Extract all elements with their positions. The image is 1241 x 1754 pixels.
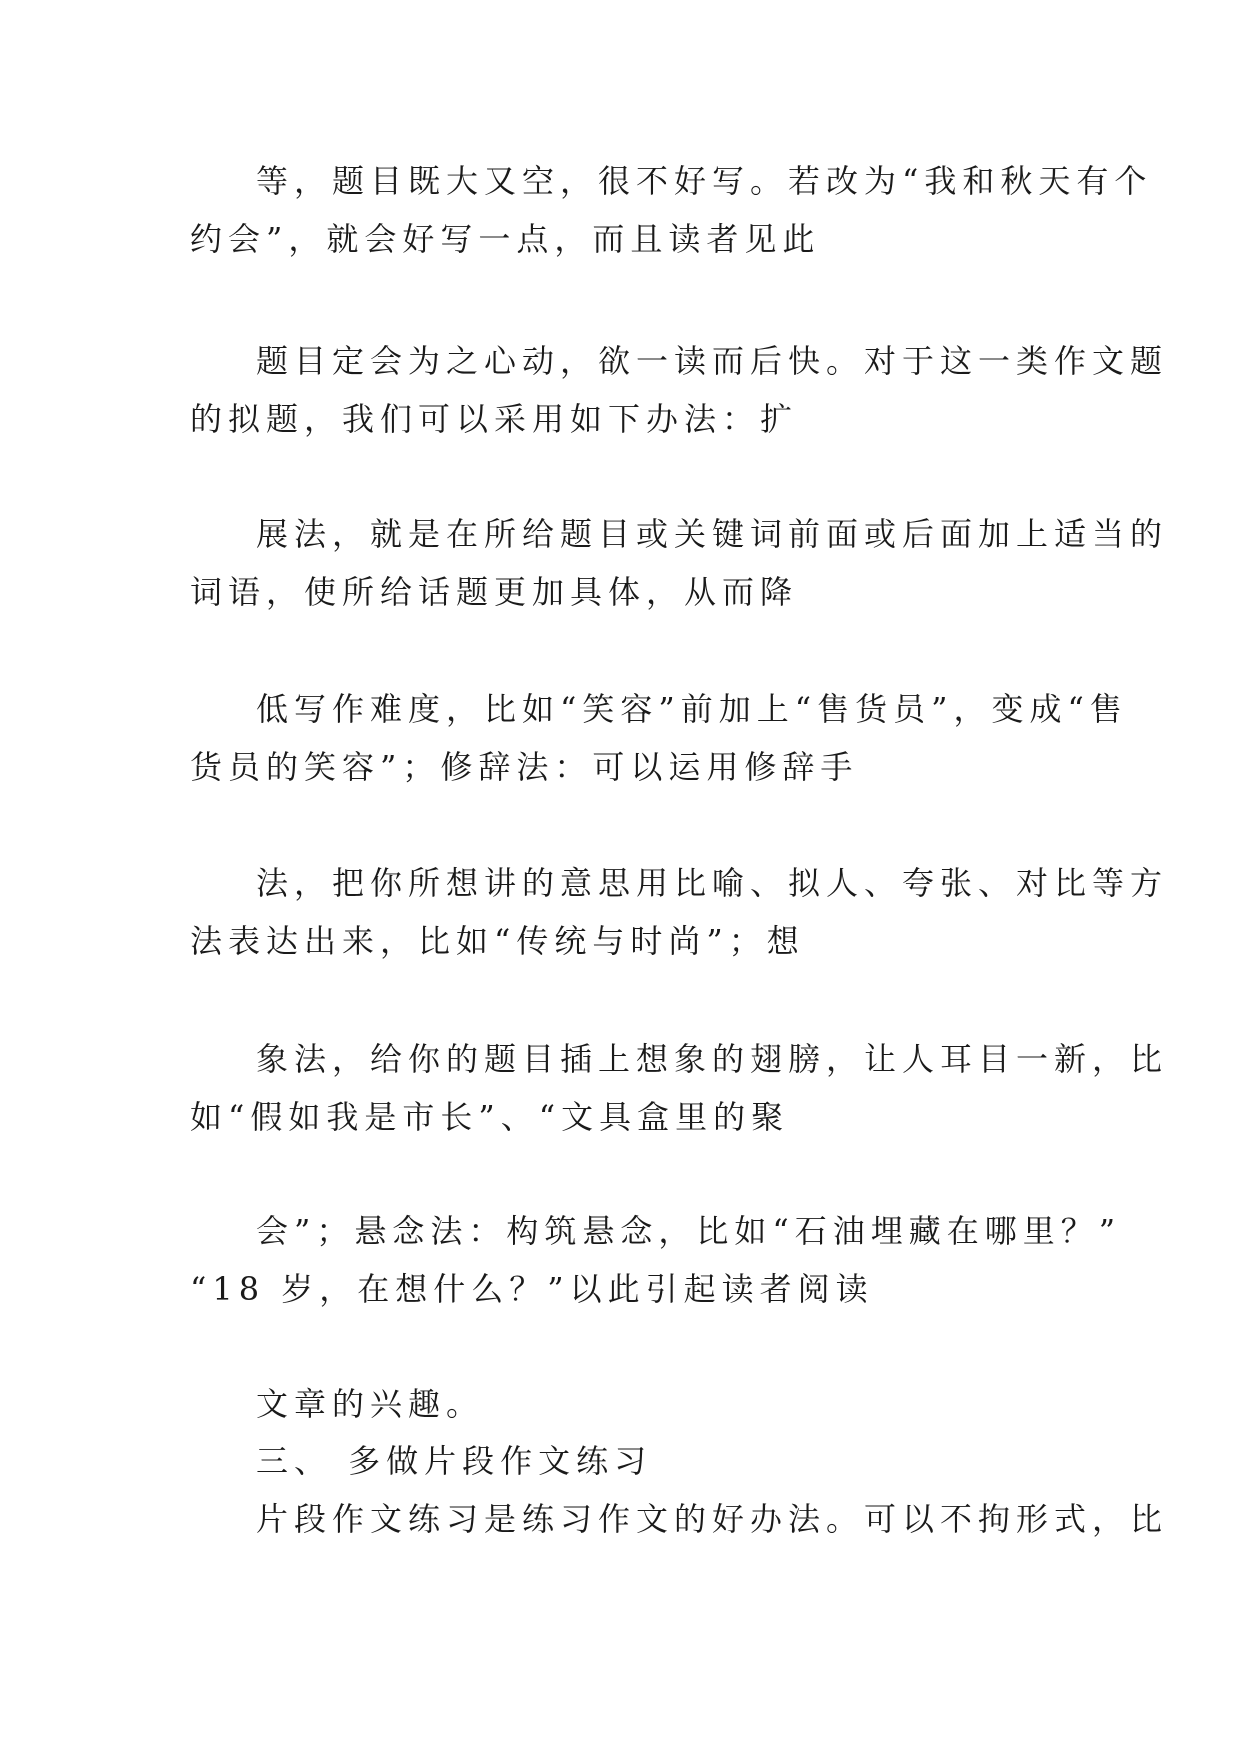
paragraph-2	[190, 332, 1169, 448]
closing-line: 文章的兴趣。	[256, 1385, 485, 1423]
paragraph-3	[190, 505, 1169, 621]
paragraph-line: 低写作难度，比如“笑容”前加上“售货员”，变成“售	[256, 690, 1128, 728]
paragraph-line: 会”；悬念法：构筑悬念，比如“石油埋藏在哪里？”	[256, 1212, 1122, 1250]
paragraph-line: “18 岁，在想什么？”以此引起读者阅读	[190, 1270, 874, 1308]
paragraph-line: 货员的笑容”；修辞法：可以运用修辞手	[190, 748, 859, 786]
paragraph-5	[190, 854, 1169, 970]
paragraph-6	[190, 1030, 1169, 1146]
paragraph-start-line: 片段作文练习是练习作文的好办法。可以不拘形式，比	[256, 1500, 1169, 1538]
paragraph-7	[190, 1202, 1122, 1318]
paragraph-line: 法表达出来，比如“传统与时尚”；想	[190, 922, 805, 960]
paragraph-line: 展法，就是在所给题目或关键词前面或后面加上适当的	[256, 515, 1169, 553]
paragraph-line: 词语，使所给话题更加具体，从而降	[190, 573, 799, 611]
paragraph-line: 题目定会为之心动，欲一读而后快。对于这一类作文题	[256, 342, 1169, 380]
paragraph-4	[190, 680, 1128, 796]
paragraph-line: 等，题目既大又空，很不好写。若改为“我和秋天有个	[256, 162, 1153, 200]
paragraph-line: 约会”，就会好写一点，而且读者见此	[190, 220, 821, 258]
paragraph-line: 的拟题，我们可以采用如下办法：扩	[190, 400, 799, 438]
paragraph-line: 如“假如我是市长”、“文具盒里的聚	[190, 1098, 790, 1136]
section-heading: 三、 多做片段作文练习	[256, 1442, 653, 1480]
paragraph-line: 法，把你所想讲的意思用比喻、拟人、夸张、对比等方	[256, 864, 1169, 902]
paragraph-line: 象法，给你的题目插上想象的翅膀，让人耳目一新，比	[256, 1040, 1169, 1078]
paragraph-1	[190, 152, 1153, 268]
